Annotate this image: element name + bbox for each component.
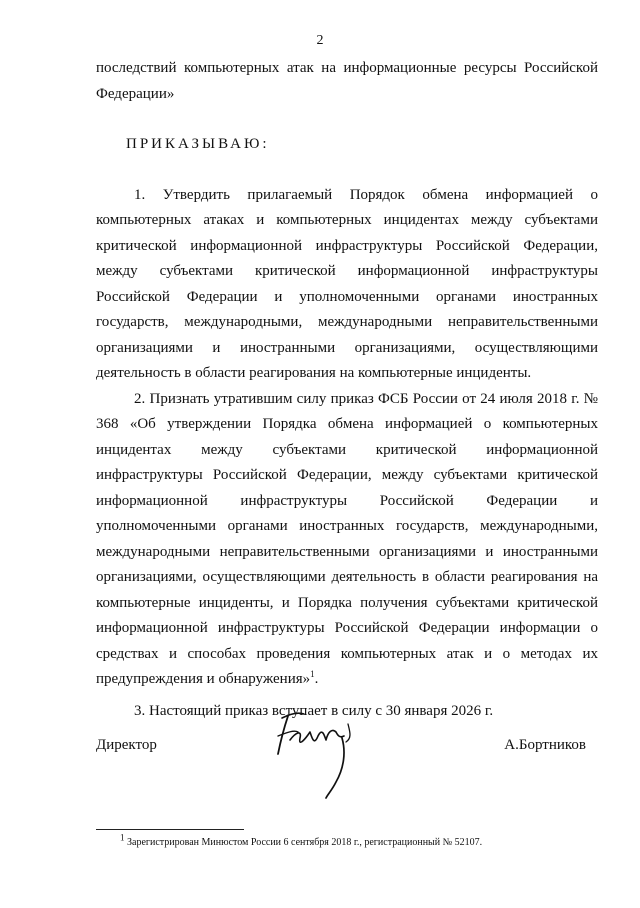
order-item-2: 2. Признать утратившим силу приказ ФСБ России от 24 июля 2018 г. № 368 «Об утверждении Порядка обмена информацией о компьютерных инцидентах между субъектами критической информационной инфраструктуры Российской Федерации, между субъектами критической информационной инфраструктуры Российской Федерации и уполномоченными органами иностранных государств, международными, международными неправительственными организациями и иностранными организациями, осуществляющими деятельность в области реагирования на компьютерные инциденты, и Порядка получения субъектами критической информационной инфраструктуры Российской Федерации информации о средствах и способах проведения компьютерных атак и о методах их предупреждения и обнаружения»$^1$. <box>96 390 598 687</box>
order-item-3: 3. Настоящий приказ вступает в силу с 30 января 2026 г. <box>134 702 494 719</box>
footnote-text: Зарегистрирован Минюстом России 6 сентября 2018 г., регистрационный № 52107. <box>127 837 483 848</box>
page-number: 2 <box>316 33 324 48</box>
spacer <box>96 107 598 132</box>
footnote <box>120 832 590 850</box>
footnote-reference: 1 <box>310 669 315 679</box>
order-heading: ПРИКАЗЫВАЮ: <box>126 136 270 152</box>
order-item-2-text: 2. Признать утратившим силу приказ ФСБ России от 24 июля 2018 г. № 368 «Об утверждении Порядка обмена информацией о компьютерных инцидентах между субъектами критической информационной инфраструктуры Российской Федерации, между субъектами критической информационной инфраструктуры Российской Федерации и уполномоченными органами иностранных государств, международными, международными неправительственными организациями и иностранными организациями, осуществляющими деятельность в области реагирования на компьютерные инциденты, и Порядка получения субъектами критической информационной инфраструктуры Российской Федерации информации о средствах и способах проведения компьютерных атак и о методах их предупреждения и обнаружения» <box>96 390 598 687</box>
footnote-marker: 1 <box>120 832 125 843</box>
spacer <box>96 158 598 183</box>
handwritten-signature <box>266 708 366 800</box>
document-body <box>96 56 598 724</box>
opening-fragment: последствий компьютерных атак на информационные ресурсы Российской Федерации» <box>96 60 598 102</box>
footnote-divider <box>96 829 244 830</box>
signatory-name: А.Бортников <box>504 737 586 753</box>
order-item-1: 1. Утвердить прилагаемый Порядок обмена информацией о компьютерных атаках и компьютерных инцидентах между субъектами критической информационной инфраструктуры Российской Федерации, между субъектами критической информационной инфраструктуры Российской Федерации и уполномоченными органами иностранных государств, международными, международными неправительственными организациями и иностранными организациями, осуществляющими деятельность в области реагирования на компьютерные инциденты. <box>96 186 598 381</box>
signatory-title: Директор <box>96 737 157 753</box>
